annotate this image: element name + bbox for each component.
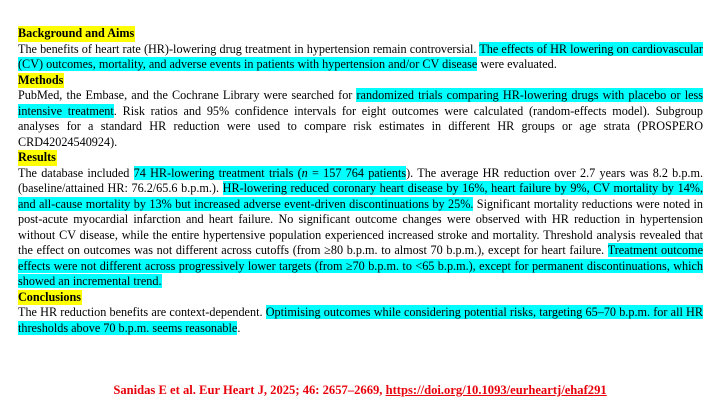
citation (0, 383, 720, 398)
results-n-symbol: n (301, 165, 308, 180)
heading-background: Background and Aims (18, 26, 135, 40)
citation-text: Sanidas E et al. Eur Heart J, 2025; 46: 2657–2669, (113, 383, 386, 397)
background-highlight: The effects of HR lowering on cardiovascular (CV) outcomes, mortality, and adverse events in patients with hypertension and/or CV disease (18, 41, 703, 71)
results-highlight-outcomes: HR-lowering reduced coronary heart disease by 16%, heart failure by 9%, CV mortality by 14%, and all-cause mortality by 13% but increased adverse event-driven discontinuations by 25%. (18, 181, 703, 211)
conclusions-paragraph (18, 305, 703, 336)
conclusions-highlight: Optimising outcomes while considering potential risks, targeting 65–70 b.p.m. for all HR thresholds above 70 b.p.m. seems reasonable (18, 305, 703, 335)
results-highlight-trials-b: = 157 764 patients (307, 165, 407, 180)
results-highlight-trials (134, 166, 406, 180)
section-methods (18, 73, 703, 151)
methods-text-1: PubMed, the Embase, and the Cochrane Library were searched for (18, 88, 357, 102)
results-text-2: ). The average HR reduction over 2.7 years was 8.2 b.p.m. (baseline/attained HR: 76.2/65.6 b.p.m.). (18, 165, 703, 195)
results-paragraph (18, 166, 703, 290)
results-text-3: Significant mortality reductions were noted in post-acute myocardial infarction and heart failure. No significant outcome changes were observed with HR reduction in hypertension without CV disease, while the entire hypertensive population experienced increased stroke and mortality. Threshold analysis revealed that the effect on outcomes was not different across cutoffs (from ≥80 b.p.m. to almost 70 b.p.m.), except for heart failure. (18, 196, 703, 257)
abstract-document (18, 26, 703, 336)
heading-conclusions: Conclusions (18, 289, 81, 304)
conclusions-text-2: . (237, 320, 241, 335)
results-text-1: The database included (18, 165, 134, 180)
background-text-1: The benefits of heart rate (HR)-lowering drug treatment in hypertension remain controversial. (18, 41, 480, 56)
results-highlight-trials-a: 74 HR-lowering treatment trials ( (133, 165, 302, 180)
section-background (18, 26, 703, 73)
background-paragraph (18, 42, 703, 73)
methods-text-2: . Risk ratios and 95% confidence intervals for eight outcomes were calculated (random-effects model). Subgroup analyses for a standard HR reduction were used to compare risk estimates in different HR groups or age strata (PROSPERO CRD42024540924). (18, 103, 703, 149)
section-conclusions (18, 290, 703, 337)
section-results (18, 150, 703, 290)
methods-highlight: randomized trials comparing HR-lowering drugs with placebo or less intensive treatment (18, 88, 703, 118)
background-text-2: were evaluated. (477, 57, 557, 71)
results-highlight-targets: Treatment outcome effects were not different across progressively lower targets (from ≥70 b.p.m. to <65 b.p.m.), except for permanent discontinuations, which showed an incremental trend. (18, 243, 703, 288)
methods-paragraph (18, 88, 703, 150)
doi-link[interactable]: https://doi.org/10.1093/eurheartj/ehaf291 (385, 383, 607, 397)
conclusions-text-1: The HR reduction benefits are context-dependent. (18, 305, 266, 319)
heading-methods: Methods (18, 72, 64, 87)
heading-results: Results (18, 150, 56, 164)
